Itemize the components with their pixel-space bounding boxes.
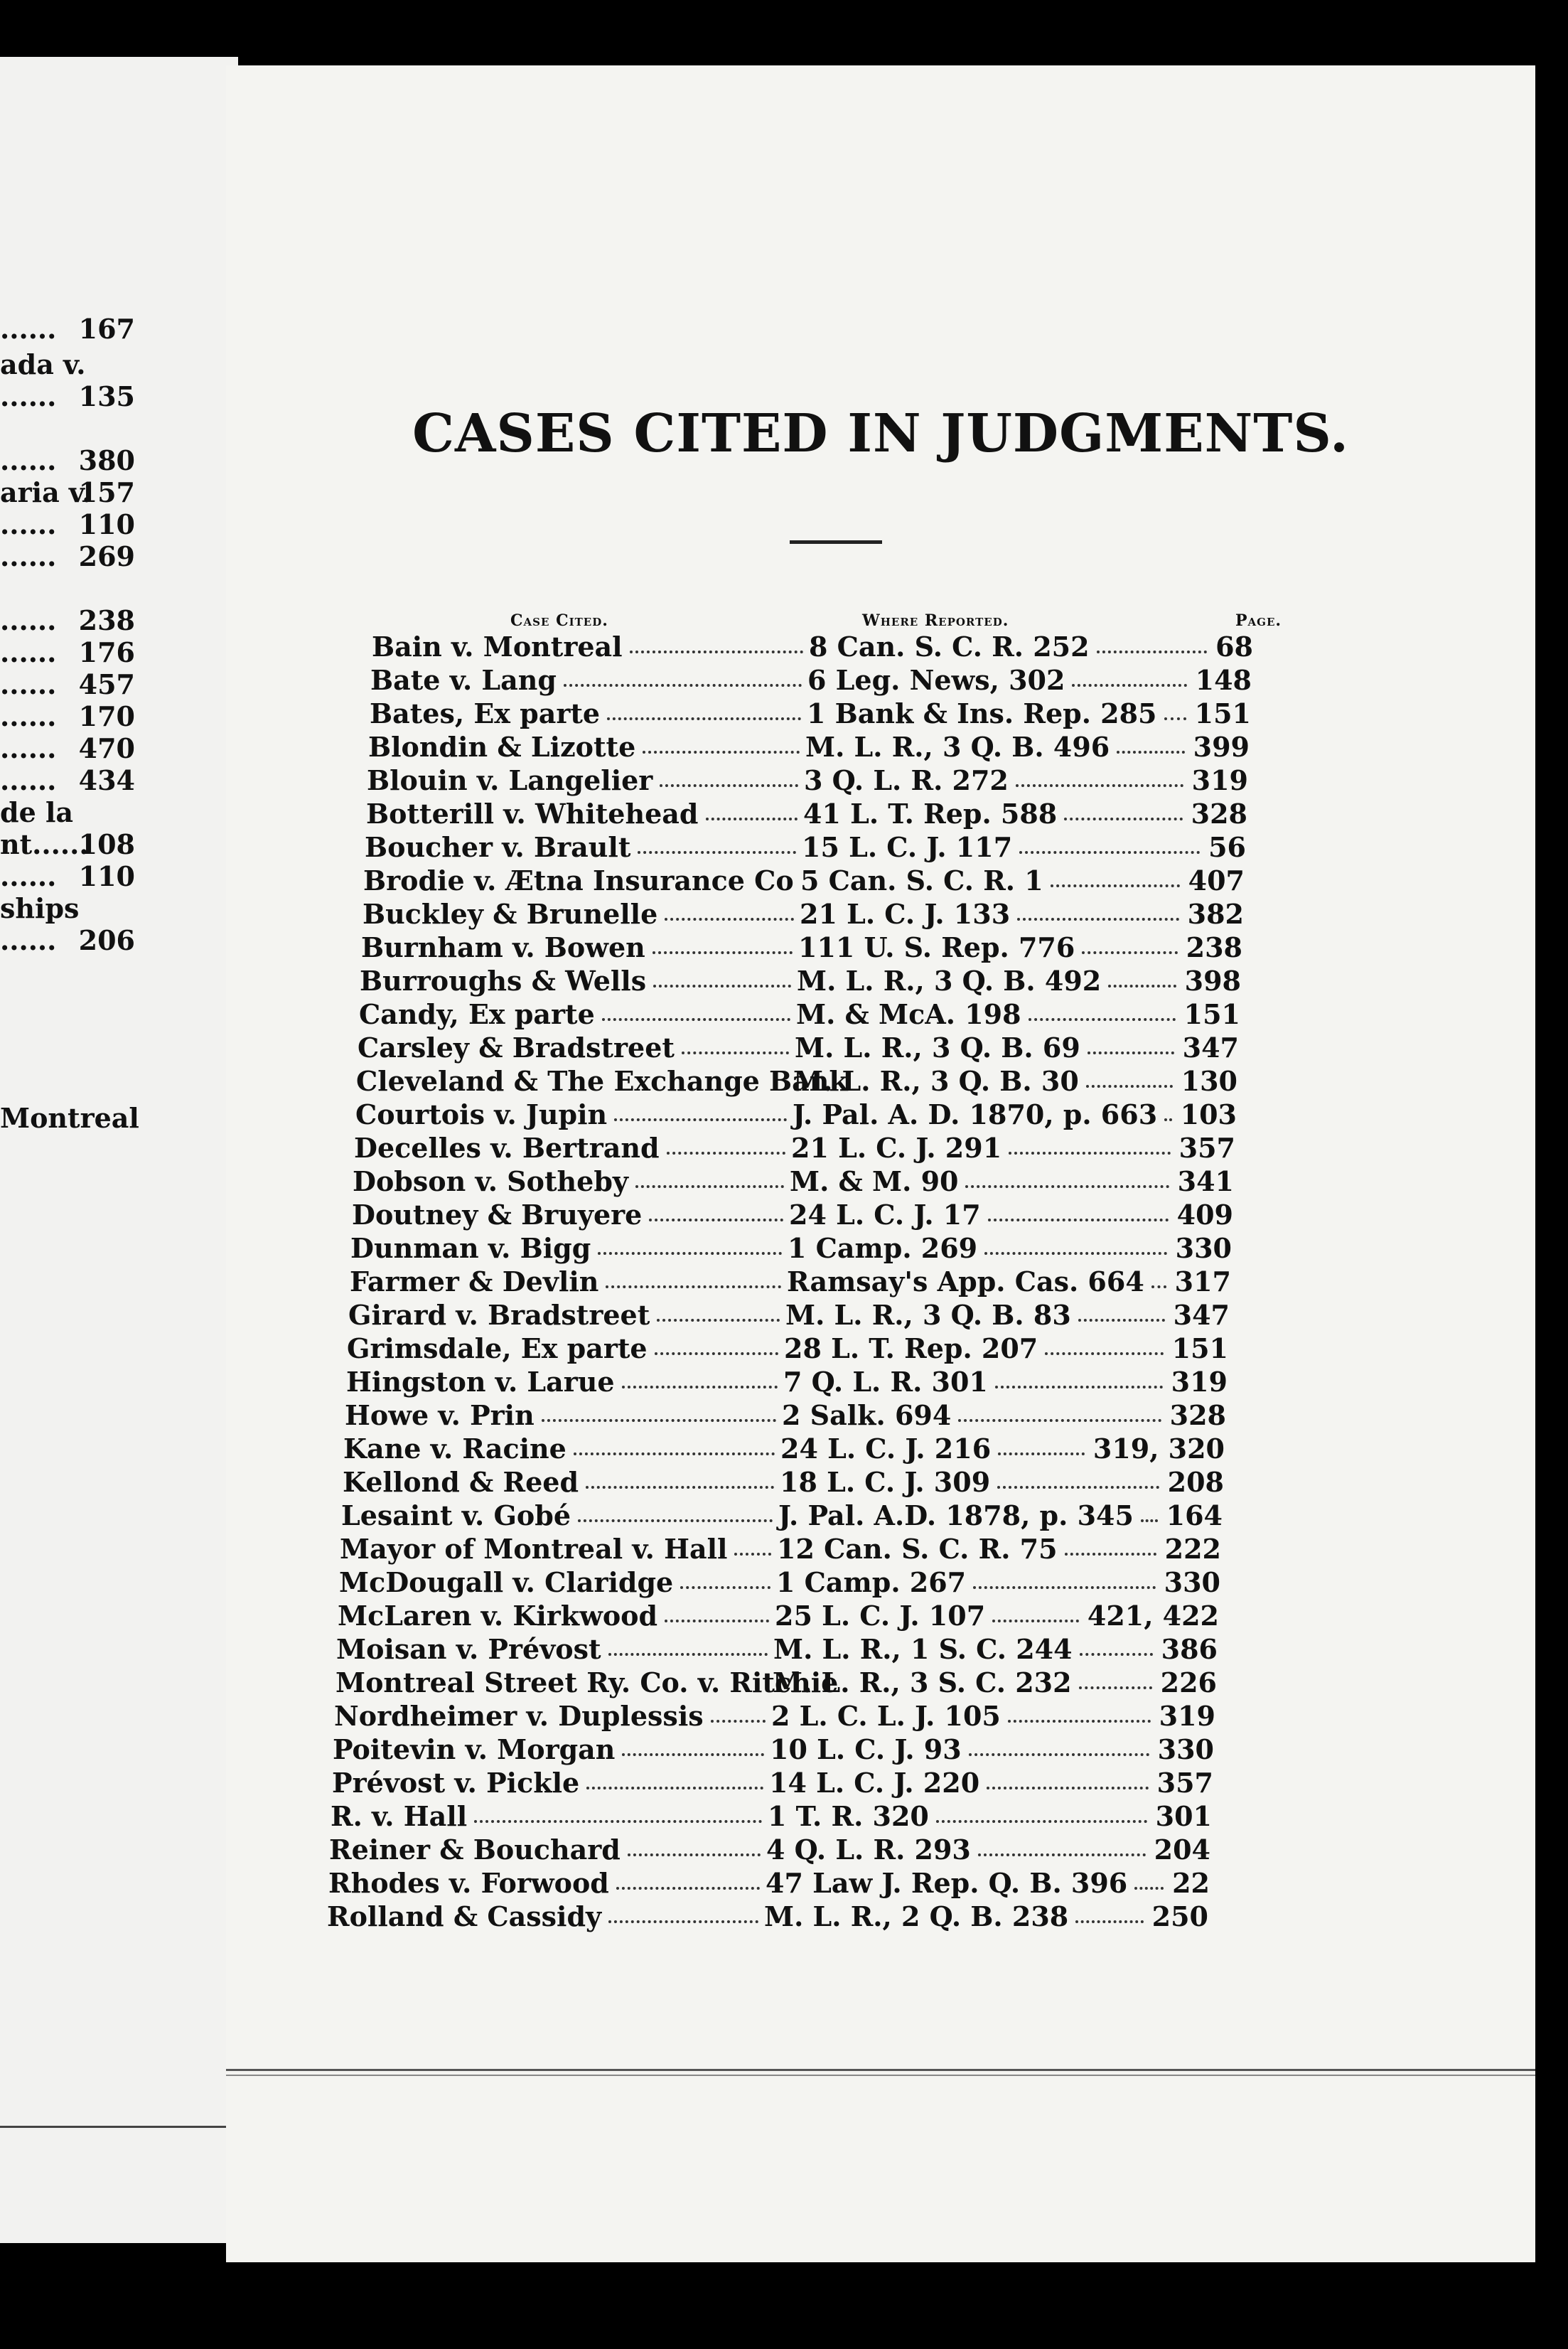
page-number: 347: [1173, 1299, 1230, 1331]
where-reported: 21 L. C. J. 291: [791, 1132, 1002, 1164]
case-entry: [345, 1399, 1240, 1433]
where-reported: M. L. R., 3 Q. B. 30: [793, 1065, 1079, 1097]
case-entry: [338, 1600, 1233, 1633]
where-reported: 10 L. C. J. 93: [770, 1733, 962, 1765]
case-entry: [327, 1900, 1223, 1934]
where-reported: 12 Can. S. C. R. 75: [777, 1533, 1058, 1565]
page-number: 330: [1157, 1733, 1214, 1765]
leader-dots: [578, 1499, 773, 1522]
page-number: 421, 422: [1087, 1600, 1219, 1632]
left-page-line-text: ships: [0, 892, 80, 924]
page-number: 250: [1151, 1900, 1208, 1932]
case-entry: [366, 798, 1262, 831]
where-reported: 14 L. C. J. 220: [769, 1767, 980, 1799]
page-number: 341: [1177, 1165, 1234, 1197]
where-reported: M. & McA. 198: [796, 998, 1021, 1030]
case-name: Blouin v. Langelier: [367, 764, 653, 796]
case-entry: [363, 865, 1259, 898]
left-page-line-page: 206: [78, 924, 135, 956]
case-entry: [347, 1332, 1242, 1366]
case-entry: [335, 1666, 1231, 1700]
leader-dots: [614, 1098, 787, 1121]
case-name: Doutney & Bruyere: [352, 1199, 643, 1231]
case-entry: [346, 1366, 1242, 1399]
case-entry: [331, 1800, 1226, 1834]
left-page-line-text: ......: [0, 700, 57, 732]
case-entry: [343, 1466, 1238, 1499]
left-page-line-page: 176: [78, 636, 135, 668]
page-number: 330: [1164, 1566, 1220, 1598]
page-number: 56: [1208, 831, 1246, 863]
leader-dots: [667, 1132, 785, 1155]
leader-dots: [616, 1867, 760, 1890]
case-entry: [370, 664, 1266, 697]
case-entry: [350, 1266, 1245, 1299]
where-reported: M. L. R., 3 Q. B. 492: [797, 965, 1102, 997]
leader-dots: [606, 1266, 781, 1288]
left-page-line-text: de la: [0, 796, 74, 828]
page-number: 386: [1161, 1633, 1218, 1665]
left-page-line-page: 457: [78, 668, 135, 700]
case-entry: [354, 1132, 1250, 1165]
left-page-line-page: 170: [78, 700, 135, 732]
case-entry: [372, 631, 1267, 664]
leader-dots: [602, 998, 790, 1021]
case-name: Carsley & Bradstreet: [358, 1032, 675, 1064]
case-name: Boucher v. Brault: [365, 831, 631, 863]
case-entry: [356, 1065, 1252, 1098]
page-number: 399: [1193, 731, 1250, 763]
left-page-line-page: 380: [78, 444, 135, 476]
where-reported: 8 Can. S. C. R. 252: [809, 631, 1090, 663]
main-page: [226, 65, 1535, 2262]
leader-dots: [711, 1700, 766, 1723]
left-page-line-text: nt......: [0, 828, 89, 860]
page-number: 317: [1174, 1266, 1231, 1297]
left-page-line-text: ......: [0, 668, 57, 700]
left-page-line-page: 238: [78, 604, 135, 636]
leader-dots: [665, 1600, 769, 1622]
left-page-line-page: 110: [78, 860, 135, 892]
leader-dots: [706, 798, 798, 820]
page-number: 130: [1181, 1065, 1237, 1097]
left-page-line-text: ......: [0, 508, 57, 540]
leader-dots: [574, 1433, 775, 1455]
case-name: Brodie v. Ætna Insurance Co: [363, 865, 794, 897]
where-reported: 21 L. C. J. 133: [800, 898, 1011, 930]
case-entry: [360, 965, 1255, 998]
case-name: Blondin & Lizotte: [368, 731, 636, 763]
left-page-line-text: ......: [0, 313, 57, 345]
case-entry: [334, 1700, 1230, 1733]
leader-dots: [635, 1165, 784, 1188]
case-entry: [329, 1834, 1225, 1867]
left-page-fragment: [0, 57, 238, 2243]
page-number: 148: [1195, 664, 1252, 696]
page-number: 204: [1154, 1834, 1210, 1866]
leader-dots: [607, 697, 801, 720]
leader-dots: [680, 1566, 770, 1589]
where-reported: 24 L. C. J. 17: [789, 1199, 981, 1231]
case-entry: [341, 1499, 1237, 1533]
left-page-line-text: ......: [0, 924, 57, 956]
where-reported: 1 Camp. 269: [788, 1232, 978, 1264]
case-name: Rhodes v. Forwood: [328, 1867, 609, 1899]
where-reported: J. Pal. A. D. 1870, p. 663: [793, 1098, 1158, 1130]
where-reported: 47 Law J. Rep. Q. B. 396: [766, 1867, 1128, 1899]
case-name: Mayor of Montreal v. Hall: [340, 1533, 728, 1565]
left-page-line-page: 167: [78, 313, 135, 345]
where-reported: 1 Camp. 267: [776, 1566, 967, 1598]
case-name: Candy, Ex parte: [359, 998, 595, 1030]
leader-dots: [622, 1366, 778, 1388]
page-number: 407: [1188, 865, 1245, 897]
left-page-line-page: 110: [78, 508, 135, 540]
page-number: 164: [1166, 1499, 1223, 1531]
page-number: 238: [1186, 931, 1242, 963]
where-reported: 15 L. C. J. 117: [802, 831, 1013, 863]
case-entry: [336, 1633, 1232, 1666]
left-page-line-text: ......: [0, 540, 57, 572]
where-reported: M. L. R., 2 Q. B. 238: [764, 1900, 1069, 1932]
where-reported: 3 Q. L. R. 272: [804, 764, 1009, 796]
page-number: 226: [1160, 1666, 1217, 1698]
leader-dots: [474, 1800, 762, 1823]
left-page-line-text: ......: [0, 604, 57, 636]
case-name: Dobson v. Sotheby: [353, 1165, 628, 1197]
page-number: 208: [1167, 1466, 1224, 1498]
page-number: 382: [1187, 898, 1244, 930]
bottom-rule: [226, 2069, 1535, 2071]
where-reported: 6 Leg. News, 302: [807, 664, 1065, 696]
page-number: 319: [1171, 1366, 1228, 1398]
case-name: Courtois v. Jupin: [355, 1098, 608, 1130]
case-name: Howe v. Prin: [345, 1399, 535, 1431]
leader-dots: [542, 1399, 776, 1422]
left-page-line-text: aria v.: [0, 476, 92, 508]
case-name: Moisan v. Prévost: [336, 1633, 601, 1665]
page-number: 398: [1184, 965, 1241, 997]
case-entry: [353, 1165, 1248, 1199]
where-reported: 24 L. C. J. 216: [780, 1433, 992, 1465]
case-name: Decelles v. Bertrand: [354, 1132, 660, 1164]
where-reported: M. L. R., 1 S. C. 244: [773, 1633, 1073, 1665]
left-page-line-page: 157: [78, 476, 135, 508]
page-number: 68: [1215, 631, 1253, 663]
bottom-rule-secondary: [226, 2075, 1535, 2076]
where-reported: 25 L. C. J. 107: [775, 1600, 986, 1632]
where-reported: 2 Salk. 694: [782, 1399, 952, 1431]
leader-dots: [586, 1767, 763, 1789]
case-name: Grimsdale, Ex parte: [347, 1332, 648, 1364]
page-number: 347: [1182, 1032, 1239, 1064]
left-page-line-page: 108: [78, 828, 135, 860]
where-reported: J. Pal. A.D. 1878, p. 345: [778, 1499, 1134, 1531]
case-entry: [370, 697, 1265, 731]
leader-dots: [665, 898, 794, 921]
where-reported: 4 Q. L. R. 293: [766, 1834, 971, 1866]
page-number: 328: [1169, 1399, 1226, 1431]
case-entry: [343, 1433, 1239, 1466]
heading-where-reported: Where Reported.: [862, 611, 1009, 630]
heading-case-cited: Case Cited.: [510, 611, 608, 630]
where-reported: 28 L. T. Rep. 207: [784, 1332, 1038, 1364]
page-number: 319: [1159, 1700, 1215, 1732]
case-entry: [348, 1299, 1244, 1332]
leader-dots: [564, 664, 802, 687]
page-number: 301: [1155, 1800, 1212, 1832]
case-entry: [365, 831, 1260, 865]
case-name: Bates, Ex parte: [370, 697, 601, 729]
leader-dots: [657, 1299, 780, 1322]
left-page-bottom-rule: [0, 2126, 238, 2128]
where-reported: M. L. R., 3 Q. B. 69: [795, 1032, 1080, 1064]
case-name: Burnham v. Bowen: [361, 931, 645, 963]
left-page-line-text: ada v.: [0, 348, 86, 380]
leader-dots: [586, 1466, 774, 1489]
where-reported: 41 L. T. Rep. 588: [803, 798, 1058, 830]
case-entry: [358, 1032, 1253, 1065]
case-entry: [340, 1533, 1235, 1566]
case-name: Farmer & Devlin: [350, 1266, 599, 1297]
case-entry: [363, 898, 1258, 931]
case-name: McLaren v. Kirkwood: [338, 1600, 658, 1632]
leader-dots: [734, 1533, 771, 1556]
leader-dots: [643, 731, 800, 754]
leader-dots: [628, 1834, 761, 1856]
case-entry: [367, 764, 1262, 798]
title-rule: [790, 540, 882, 544]
leader-dots: [682, 1032, 789, 1054]
page-number: 103: [1180, 1098, 1237, 1130]
case-entry: [339, 1566, 1235, 1600]
left-page-line-text: ......: [0, 444, 57, 476]
case-name: Bain v. Montreal: [372, 631, 623, 663]
left-page-line-page: 135: [78, 380, 135, 412]
case-name: Nordheimer v. Duplessis: [334, 1700, 704, 1732]
case-entry: [333, 1733, 1228, 1767]
left-page-line-page: 470: [78, 732, 135, 764]
case-name: McDougall v. Claridge: [339, 1566, 674, 1598]
case-name: Reiner & Bouchard: [329, 1834, 621, 1866]
left-page-line-page: 269: [78, 540, 135, 572]
where-reported: 5 Can. S. C. R. 1: [800, 865, 1043, 897]
case-name: Girard v. Bradstreet: [348, 1299, 650, 1331]
case-entry: [361, 931, 1257, 965]
leader-dots: [649, 1199, 783, 1221]
left-page-line-text: ......: [0, 380, 57, 412]
where-reported: 111 U. S. Rep. 776: [798, 931, 1075, 963]
case-name: Bate v. Lang: [370, 664, 557, 696]
page-number: 330: [1175, 1232, 1232, 1264]
left-page-line-page: 434: [78, 764, 135, 796]
page-number: 22: [1172, 1867, 1210, 1899]
case-entry: [332, 1767, 1228, 1800]
heading-page: Page.: [1235, 611, 1282, 630]
where-reported: 1 T. R. 320: [768, 1800, 929, 1832]
case-name: Botterill v. Whitehead: [366, 798, 699, 830]
leader-dots: [608, 1900, 758, 1923]
case-name: Montreal Street Ry. Co. v. Ritchie: [335, 1666, 839, 1698]
leader-dots: [653, 931, 793, 954]
case-entry: [355, 1098, 1251, 1132]
case-name: Hingston v. Larue: [346, 1366, 615, 1398]
page-number: 319, 320: [1092, 1433, 1225, 1465]
leader-dots: [638, 831, 796, 854]
page-number: 151: [1171, 1332, 1228, 1364]
case-name: Lesaint v. Gobé: [341, 1499, 571, 1531]
left-page-line-text: ......: [0, 636, 57, 668]
page-number: 409: [1176, 1199, 1233, 1231]
page-number: 151: [1194, 697, 1251, 729]
where-reported: 1 Bank & Ins. Rep. 285: [807, 697, 1157, 729]
page-number: 151: [1183, 998, 1240, 1030]
where-reported: 2 L. C. L. J. 105: [771, 1700, 1001, 1732]
case-name: Prévost v. Pickle: [332, 1767, 580, 1799]
leader-dots: [630, 631, 803, 653]
page-number: 357: [1178, 1132, 1235, 1164]
case-name: Poitevin v. Morgan: [333, 1733, 616, 1765]
where-reported: M. L. R., 3 Q. B. 83: [785, 1299, 1071, 1331]
leader-dots: [598, 1232, 782, 1255]
case-entry: [368, 731, 1264, 764]
where-reported: 7 Q. L. R. 301: [783, 1366, 988, 1398]
leader-dots: [655, 1332, 778, 1355]
where-reported: 18 L. C. J. 309: [780, 1466, 991, 1498]
leader-dots: [622, 1733, 764, 1756]
where-reported: M. L. R., 3 Q. B. 496: [805, 731, 1110, 763]
case-name: R. v. Hall: [331, 1800, 468, 1832]
case-entry: [352, 1199, 1247, 1232]
left-page-line-text: ......: [0, 732, 57, 764]
case-name: Kellond & Reed: [343, 1466, 579, 1498]
where-reported: Ramsay's App. Cas. 664: [787, 1266, 1144, 1297]
case-entry: [328, 1867, 1224, 1900]
case-entry: [359, 998, 1255, 1032]
left-page-line-text: ......: [0, 764, 57, 796]
page-title: CASES CITED IN JUDGMENTS.: [412, 403, 1349, 464]
leader-dots: [608, 1633, 768, 1656]
case-name: Rolland & Cassidy: [327, 1900, 602, 1932]
case-name: Burroughs & Wells: [360, 965, 647, 997]
case-name: Cleveland & The Exchange Bank: [356, 1065, 848, 1097]
where-reported: M. L. R., 3 S. C. 232: [773, 1666, 1072, 1698]
case-name: Dunman v. Bigg: [350, 1232, 591, 1264]
page-number: 328: [1191, 798, 1247, 830]
left-page-line-text: Montreal: [0, 1102, 139, 1134]
leader-dots: [653, 965, 791, 988]
leader-dots: [660, 764, 798, 787]
page-number: 319: [1191, 764, 1248, 796]
page-number: 357: [1156, 1767, 1213, 1799]
page-number: 222: [1164, 1533, 1221, 1565]
left-page-line-text: ......: [0, 860, 57, 892]
where-reported: M. & M. 90: [790, 1165, 959, 1197]
case-name: Kane v. Racine: [343, 1433, 566, 1465]
case-entry: [350, 1232, 1246, 1266]
case-name: Buckley & Brunelle: [363, 898, 658, 930]
